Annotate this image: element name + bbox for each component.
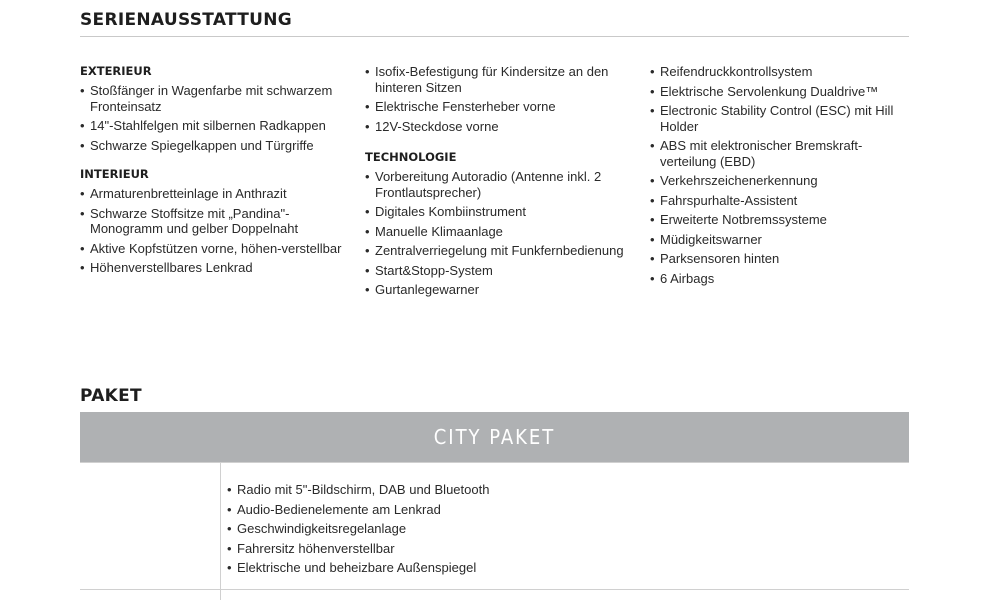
- table-rule-bottom: [80, 589, 909, 590]
- list-item: • Verkehrszeichenerkennung: [650, 173, 910, 189]
- list-item: • Electronic Stability Control (ESC) mit Hill Holder: [650, 103, 910, 134]
- heading-technologie: TECHNOLOGIE: [365, 150, 457, 164]
- list-item: • Fahrspurhalte-Assistent: [650, 193, 910, 209]
- list-item: • Zentralverriegelung mit Funkfernbedienung: [365, 243, 635, 259]
- list-item: • Höhenverstellbares Lenkrad: [80, 260, 355, 276]
- list-item: • Erweiterte Notbremssysteme: [650, 212, 910, 228]
- list-item: • 12V-Steckdose vorne: [365, 119, 635, 135]
- column-2: [365, 64, 635, 302]
- list-item: • Geschwindigkeitsregelanlage: [227, 521, 827, 537]
- list-item: • Radio mit 5"-Bildschirm, DAB und Bluetooth: [227, 482, 827, 498]
- section-divider: [80, 36, 909, 37]
- column-3: [650, 64, 910, 290]
- list-technologie-continued: [650, 64, 910, 286]
- list-item: • Stoßfänger in Wagenfarbe mit schwarzem Fronteinsatz: [80, 83, 355, 114]
- section-title-serienausstattung: SERIENAUSSTATTUNG: [80, 10, 293, 30]
- list-item: • Gurtanlegewarner: [365, 282, 635, 298]
- list-exterieur: [80, 83, 355, 153]
- paket-feature-list: [227, 482, 827, 580]
- list-item: • Fahrersitz höhenverstellbar: [227, 541, 827, 557]
- heading-interieur: INTERIEUR: [80, 167, 149, 181]
- city-paket-banner: [80, 412, 909, 462]
- group-exterieur: [80, 64, 355, 153]
- list-item: • Start&Stopp-System: [365, 263, 635, 279]
- list-item: • Müdigkeitswarner: [650, 232, 910, 248]
- list-interieur-continued: [365, 64, 635, 134]
- list-paket: [227, 482, 827, 576]
- list-item: • Aktive Kopfstützen vorne, höhen-verstellbar: [80, 241, 355, 257]
- list-item: • Schwarze Spiegelkappen und Türgriffe: [80, 138, 355, 154]
- list-item: • Reifendruckkontrollsystem: [650, 64, 910, 80]
- list-item: • Schwarze Stoffsitze mit „Pandina"-Monogramm und gelber Doppelnaht: [80, 206, 355, 237]
- list-item: • Isofix-Befestigung für Kindersitze an den hinteren Sitzen: [365, 64, 635, 95]
- list-item: • Armaturenbretteinlage in Anthrazit: [80, 186, 355, 202]
- list-item: • Parksensoren hinten: [650, 251, 910, 267]
- group-technologie-continued: [650, 64, 910, 286]
- list-item: • Manuelle Klimaanlage: [365, 224, 635, 240]
- list-technologie: [365, 169, 635, 298]
- table-column-divider: [220, 462, 221, 600]
- list-item: • Elektrische und beheizbare Außenspiegel: [227, 560, 827, 576]
- column-1: [80, 64, 355, 280]
- group-interieur-continued: [365, 64, 635, 134]
- heading-exterieur: EXTERIEUR: [80, 64, 152, 78]
- list-item: • Vorbereitung Autoradio (Antenne inkl. 2 Frontlautsprecher): [365, 169, 635, 200]
- list-item: • 14"-Stahlfelgen mit silbernen Radkappen: [80, 118, 355, 134]
- list-item: • ABS mit elektronischer Bremskraft-verteilung (EBD): [650, 138, 910, 169]
- table-rule-top: [80, 462, 909, 463]
- list-item: • Elektrische Fensterheber vorne: [365, 99, 635, 115]
- list-item: • Elektrische Servolenkung Dualdrive™: [650, 84, 910, 100]
- list-item: • Audio-Bedienelemente am Lenkrad: [227, 502, 827, 518]
- list-item: • Digitales Kombiinstrument: [365, 204, 635, 220]
- section-title-paket: PAKET: [80, 386, 142, 406]
- list-item: • 6 Airbags: [650, 271, 910, 287]
- banner-label: CITY PAKET: [433, 425, 556, 449]
- list-interieur: [80, 186, 355, 276]
- group-technologie: [365, 150, 635, 298]
- group-interieur: [80, 167, 355, 276]
